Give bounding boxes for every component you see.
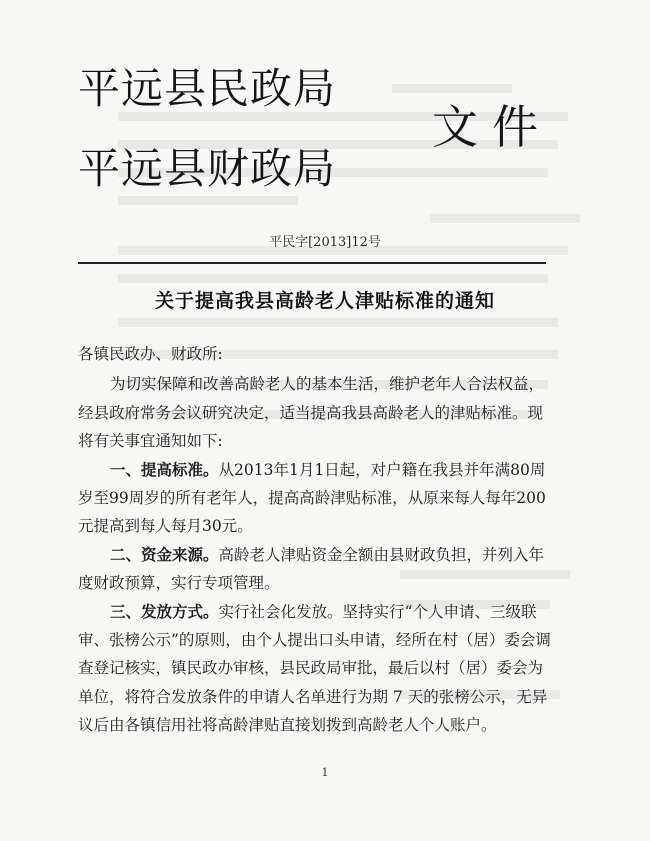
section-heading: 三、发放方式。 [110, 601, 219, 621]
issuing-agency-civil-affairs: 平远县民政局 [78, 64, 337, 113]
section-paragraph [78, 541, 558, 598]
intro-paragraph: 为切实保障和改善高龄老人的基本生活，维护老年人合法权益，经县政府常务会议研究决定，适当提高我县高龄老人的津贴标准。现将有关事宜通知如下: [78, 375, 545, 451]
header-divider [78, 262, 546, 264]
section-text: 高龄老人津贴资金全额由县财政负担，并列入年度财政预算，实行专项管理。 [78, 545, 545, 593]
section-heading: 一、提高标准。 [110, 459, 219, 479]
section-paragraph [78, 598, 558, 740]
section-heading: 二、资金来源。 [110, 544, 219, 564]
notice-title: 关于提高我县高龄老人津贴标准的通知 [154, 290, 495, 312]
document-number: 平民字[2013]12号 [269, 235, 381, 250]
section-text: 实行社会化发放。坚持实行“个人申请、三级联审、张榜公示”的原则，由个人提出口头申请，经所在村（居）委会调查登记核实，镇民政办审核，县民政局审批，最后以村（居）委会为单位，将符合发放条件的申请人名单进行为期 7 天的张榜公示，无异议后由各镇信用社将高龄津贴直接划拨到高龄老人个人账户。 [78, 602, 551, 735]
salutation: 各镇民政办、财政所: [78, 345, 223, 363]
section-paragraph [78, 456, 558, 541]
page-number: 1 [321, 766, 329, 779]
notice-body [78, 340, 558, 740]
section-text: 从2013年1月1日起，对户籍在我县并年满80周岁至99周岁的所有老年人，提高高龄津贴标准，从原来每人每年200元提高到每人每月30元。 [78, 460, 546, 536]
document-type-label: 文件 [432, 100, 552, 154]
issuing-agency-finance: 平远县财政局 [78, 144, 337, 193]
